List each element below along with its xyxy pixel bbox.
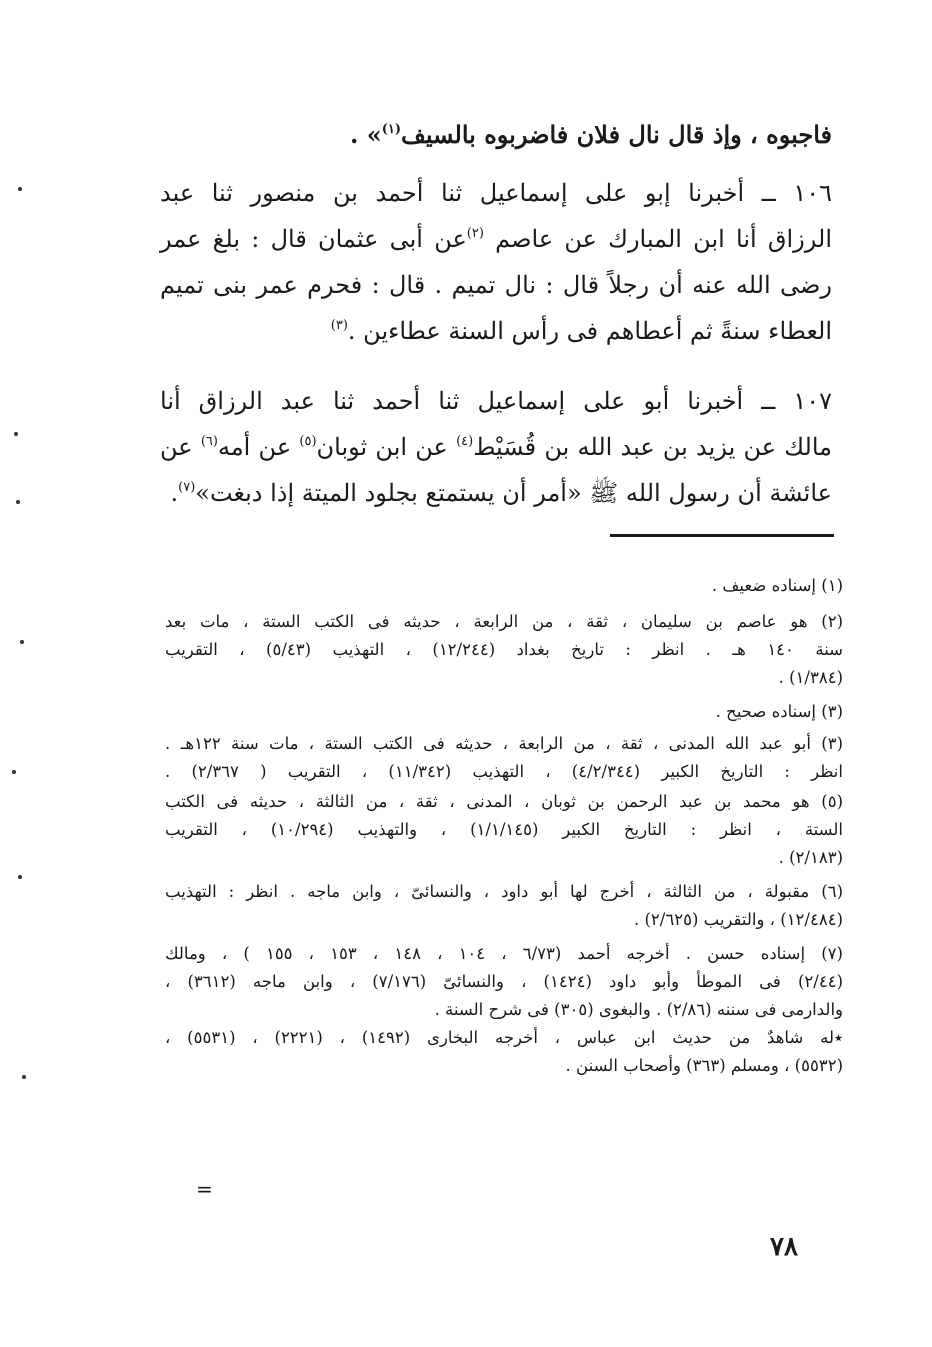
main-text-line <box>160 112 832 158</box>
footnote-line: (١) إسناده ضعيف . <box>711 576 843 595</box>
text-segment: » . <box>350 120 382 149</box>
footnote-3 <box>165 698 843 726</box>
continuation-mark: = <box>196 1177 213 1201</box>
text-segment: عن ابن ثوبان <box>316 433 448 461</box>
text-segment: عن أبى عثمان قال : بلغ عمر <box>160 225 467 253</box>
scan-speck <box>18 875 22 879</box>
text-segment: عن <box>160 433 193 461</box>
scan-speck <box>22 1075 26 1079</box>
footnote-line: (١٢/٤٨٤) ، والتقريب (٢/٦٢٥) . <box>633 910 843 929</box>
text-segment: مالك عن يزيد بن عبد الله بن قُسَيْط <box>473 433 832 461</box>
footnote-line: (٢/١٨٣) . <box>778 848 843 867</box>
paragraph-line <box>160 470 832 516</box>
footnote-line: (٧) إسناده حسن . أخرجه أحمد (٦/٧٣ ، ١٠٤ ، ١٤٨ ، ١٥٣ ، ١٥٥ ) ، ومالك <box>165 944 843 963</box>
footnote-ref: (٦) <box>200 434 218 449</box>
footnote-7 <box>165 940 843 1080</box>
footnote-2 <box>165 608 843 692</box>
paragraph-line <box>160 216 832 262</box>
footnote-6 <box>165 878 843 934</box>
footnote-ref: (٣) <box>330 318 348 333</box>
footnotes <box>165 572 843 1080</box>
footnote-line: (٦) مقبولة ، من الثالثة ، أخرج لها أبو داود ، والنسائىّ ، وابن ماجه . انظر : التهذيب <box>165 882 843 901</box>
footnote-ref: (٢) <box>466 226 484 241</box>
footnote-line: (٣) أبو عبد الله المدنى ، ثقة ، من الرابعة ، حديثه فى الكتب الستة ، مات سنة ١٢٢هـ . <box>165 734 843 753</box>
footnote-line: سنة ١٤٠ هـ . انظر : تاريخ بغداد (١٢/٢٤٤) ، التهذيب (٥/٤٣) ، التقريب <box>165 640 843 659</box>
footnote-line: (٢/٤٤) فى الموطأ وأبو داود (١٤٢٤) ، والنسائىّ (٧/١٧٦) ، وابن ماجه (٣٦١٢) ، <box>165 972 843 991</box>
text-segment: . <box>170 479 179 507</box>
footnote-line: (١/٣٨٤) . <box>778 668 843 687</box>
footnote-line: والدارمى فى سننه (٢/٨٦) . والبغوى (٣٠٥) فى شرح السنة . <box>434 1000 843 1019</box>
footnote-ref: (٧) <box>178 480 196 495</box>
main-text-line-1-block <box>160 112 832 158</box>
paragraph-107 <box>160 378 832 516</box>
scan-speck <box>16 500 20 504</box>
footnote-ref: (١) <box>381 122 402 137</box>
text-segment: فاجبوه ، وإذ قال نال فلان فاضربوه بالسيف <box>401 120 832 149</box>
text-segment: العطاء سنةً ثم أعطاهم فى رأس السنة عطاءين . <box>347 317 832 345</box>
paragraph-line <box>160 308 832 354</box>
paragraph-106 <box>160 170 832 354</box>
text-segment: الرزاق أنا ابن المبارك عن عاصم <box>495 225 832 253</box>
footnote-line: (٣) إسناده صحيح . <box>715 702 843 721</box>
text-segment: عائشة أن رسول الله ﷺ «أمر أن يستمتع بجلود الميتة إذا دبغت» <box>195 479 832 507</box>
paragraph-line: رضى الله عنه أن رجلاً قال : نال تميم . قال : فحرم عمر بنى تميم <box>160 271 833 299</box>
footnote-line: انظر : التاريخ الكبير (٤/٢/٣٤٤) ، التهذيب (١١/٣٤٢) ، التقريب ( ٢/٣٦٧) . <box>165 762 843 781</box>
footnote-separator <box>610 534 834 537</box>
footnote-line: (٥٥٣٢) ، ومسلم (٣٦٣) وأصحاب السنن . <box>565 1056 843 1075</box>
paragraph-line <box>160 424 832 470</box>
footnote-ref: (٥) <box>299 434 317 449</box>
scan-speck <box>14 432 18 436</box>
footnote-1 <box>165 572 843 600</box>
scan-speck <box>18 187 22 191</box>
paragraph-line: ١٠٦ ــ أخبرنا إبو على إسماعيل ثنا أحمد بن منصور ثنا عبد <box>160 179 832 207</box>
text-segment: عن أمه <box>217 433 292 461</box>
footnote-line: ٭له شاهدٌ من حديث ابن عباس ، أخرجه البخارى (١٤٩٢) ، (٢٢٢١) ، (٥٥٣١) ، <box>165 1028 843 1047</box>
scan-speck <box>12 770 16 774</box>
footnote-4 <box>165 730 843 786</box>
paragraph-line: ١٠٧ ــ أخبرنا أبو على إسماعيل ثنا أحمد ثنا عبد الرزاق أنا <box>160 387 832 415</box>
footnote-line: (٢) هو عاصم بن سليمان ، ثقة ، من الرابعة ، حديثه فى الكتب الستة ، مات بعد <box>165 612 843 631</box>
footnote-line: الستة ، انظر : التاريخ الكبير (١/١/١٤٥) ، والتهذيب (١٠/٢٩٤) ، التقريب <box>165 820 843 839</box>
footnote-5 <box>165 788 843 872</box>
footnote-ref: (٤) <box>456 434 474 449</box>
footnote-line: (٥) هو محمد بن عبد الرحمن بن ثوبان ، المدنى ، ثقة ، من الثالثة ، حديثه فى الكتب <box>165 792 843 811</box>
scan-speck <box>20 640 24 644</box>
page-number: ٧٨ <box>770 1232 798 1262</box>
